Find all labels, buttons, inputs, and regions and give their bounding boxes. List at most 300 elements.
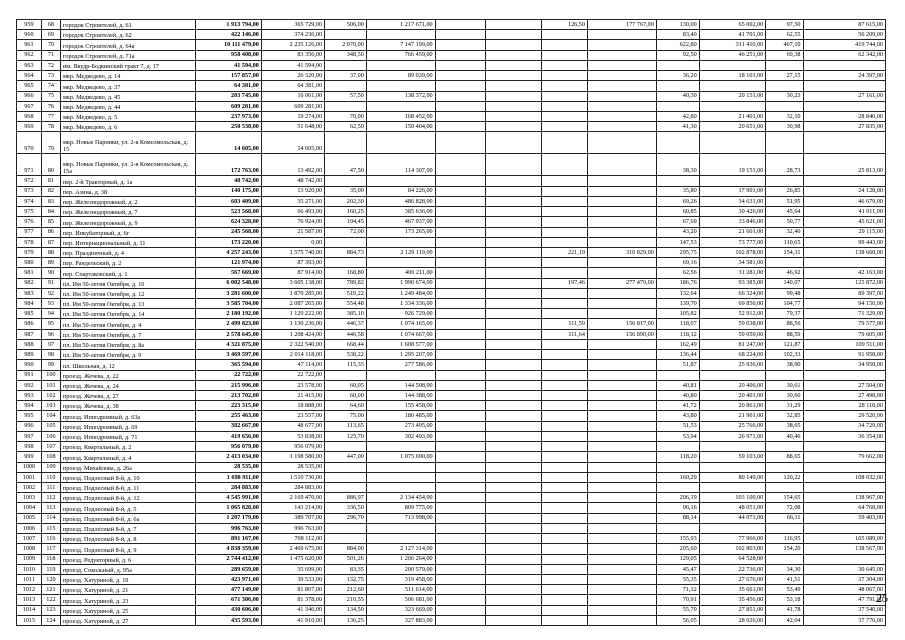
cost-part-1-cell: 81 807,00 (261, 585, 324, 595)
row-number-cell: 979 (17, 247, 42, 257)
cost-part-3-cell (587, 268, 656, 278)
extra-1-cell (435, 564, 486, 574)
cost-part-1-cell: 41 594,00 (261, 60, 324, 70)
cost-part-3-cell (587, 60, 656, 70)
cost-part-5-cell: 28 846,00 (803, 111, 886, 121)
row-number-cell: 969 (17, 122, 42, 132)
area-4-cell: 62,55 (766, 30, 803, 40)
cost-part-1-cell: 3 605 138,00 (261, 278, 324, 288)
cost-part-2-cell: 766 459,00 (366, 50, 435, 60)
table-row (17, 370, 886, 380)
cost-part-4-cell: 20 861,00 (699, 401, 766, 411)
table-row (17, 350, 886, 360)
item-number-cell: 116 (41, 534, 60, 544)
area-1-cell (325, 132, 367, 154)
extra-1-cell (435, 350, 486, 360)
cost-part-1-cell: 708 112,00 (261, 534, 324, 544)
area-4-cell (766, 442, 803, 452)
total-cost-cell: 4 545 991,00 (196, 493, 261, 503)
total-cost-cell: 1 913 794,00 (196, 20, 261, 30)
cost-part-2-cell: 319 458,00 (366, 574, 435, 584)
row-number-cell: 981 (17, 268, 42, 278)
address-cell: проезд. Подлесный 8-й, д. 12 (61, 493, 196, 503)
cost-part-2-cell: 144 508,00 (366, 380, 435, 390)
area-2-cell (541, 503, 587, 513)
area-3-cell (656, 462, 699, 472)
area-4-cell (766, 523, 803, 533)
cost-part-2-cell: 273 495,00 (366, 421, 435, 431)
cost-part-4-cell: 66 324,00 (699, 288, 766, 298)
area-2-cell (541, 60, 587, 70)
area-3-cell: 105,82 (656, 309, 699, 319)
total-cost-cell: 64 381,00 (196, 81, 261, 91)
cost-part-2-cell: 809 775,00 (366, 503, 435, 513)
page-number: 25 (876, 591, 888, 605)
area-3-cell: 55,70 (656, 605, 699, 615)
area-1-cell: 884,00 (325, 544, 367, 554)
cost-part-1-cell: 1 870 285,00 (261, 288, 324, 298)
total-cost-cell: 365 594,00 (196, 360, 261, 370)
cost-part-2-cell: 2 134 454,00 (366, 493, 435, 503)
cost-part-4-cell: 77 966,00 (699, 534, 766, 544)
row-number-cell: 1001 (17, 472, 42, 482)
extra-1-cell (435, 319, 486, 329)
cost-part-3-cell (587, 472, 656, 482)
row-number-cell: 999 (17, 452, 42, 462)
extra-1-cell (435, 299, 486, 309)
area-3-cell: 118,20 (656, 452, 699, 462)
cost-part-4-cell: 93 385,00 (699, 278, 766, 288)
table-row (17, 431, 886, 441)
row-number-cell: 1012 (17, 585, 42, 595)
item-number-cell: 92 (41, 288, 60, 298)
extra-1-cell (435, 288, 486, 298)
cost-part-1-cell: 1 130 236,00 (261, 319, 324, 329)
item-number-cell: 71 (41, 50, 60, 60)
area-3-cell (656, 176, 699, 186)
row-number-cell: 1005 (17, 513, 42, 523)
extra-1-cell (435, 452, 486, 462)
area-1-cell (325, 442, 367, 452)
cost-part-4-cell: 68 224,00 (699, 350, 766, 360)
address-cell: проезд. Подлесный 8-й, д. 5 (61, 503, 196, 513)
cost-part-3-cell (587, 91, 656, 101)
area-4-cell: 31,29 (766, 401, 803, 411)
table-row (17, 595, 886, 605)
extra-2-cell (486, 595, 541, 605)
extra-2-cell (486, 462, 541, 472)
cost-part-5-cell: 46 679,00 (803, 196, 886, 206)
extra-2-cell (486, 50, 541, 60)
area-3-cell: 92,50 (656, 50, 699, 60)
extra-2-cell (486, 196, 541, 206)
address-cell: проезд. Подлесный 8-й, д. 10 (61, 472, 196, 482)
table-row (17, 309, 886, 319)
cost-part-2-cell: 114 307,00 (366, 154, 435, 176)
cost-part-1-cell: 18 888,00 (261, 401, 324, 411)
cost-part-2-cell: 84 226,00 (366, 186, 435, 196)
address-cell: пл. Им 50-летия Октября, д. 9 (61, 350, 196, 360)
extra-2-cell (486, 309, 541, 319)
extra-2-cell (486, 30, 541, 40)
area-1-cell: 160,25 (325, 207, 367, 217)
extra-2-cell (486, 329, 541, 339)
address-cell: городок Строителей, д. 71а (61, 50, 196, 60)
total-cost-cell: 1 065 828,00 (196, 503, 261, 513)
row-number-cell: 989 (17, 350, 42, 360)
cost-part-5-cell: 24 128,00 (803, 186, 886, 196)
cost-part-2-cell: 1 074 165,00 (366, 319, 435, 329)
area-3-cell: 206,19 (656, 493, 699, 503)
row-number-cell: 998 (17, 442, 42, 452)
area-2-cell: 111,64 (541, 329, 587, 339)
total-cost-cell: 2 578 645,00 (196, 329, 261, 339)
extra-1-cell (435, 534, 486, 544)
area-3-cell: 155,93 (656, 534, 699, 544)
address-cell: проезд. Жечева, д. 38 (61, 401, 196, 411)
row-number-cell: 988 (17, 339, 42, 349)
cost-part-3-cell (587, 207, 656, 217)
cost-part-4-cell: 33 846,00 (699, 217, 766, 227)
row-number-cell: 977 (17, 227, 42, 237)
area-1-cell (325, 81, 367, 91)
area-3-cell: 132,64 (656, 288, 699, 298)
area-4-cell: 140,07 (766, 278, 803, 288)
row-number-cell: 991 (17, 370, 42, 380)
area-4-cell: 104,77 (766, 299, 803, 309)
extra-2-cell (486, 421, 541, 431)
area-2-cell (541, 380, 587, 390)
area-1-cell: 668,44 (325, 339, 367, 349)
extra-1-cell (435, 176, 486, 186)
area-1-cell: 132,75 (325, 574, 367, 584)
cost-part-3-cell: 156 890,00 (587, 329, 656, 339)
row-number-cell: 1013 (17, 595, 42, 605)
cost-part-3-cell (587, 544, 656, 554)
area-3-cell: 130,00 (656, 20, 699, 30)
cost-part-3-cell (587, 288, 656, 298)
table-row (17, 554, 886, 564)
cost-part-1-cell: 1 129 222,00 (261, 309, 324, 319)
total-cost-cell: 609 281,00 (196, 101, 261, 111)
address-cell: пл. Им 50-летия Октября, д. 4 (61, 319, 196, 329)
area-1-cell: 789,82 (325, 278, 367, 288)
cost-part-3-cell (587, 574, 656, 584)
extra-1-cell (435, 585, 486, 595)
extra-2-cell (486, 176, 541, 186)
cost-part-1-cell: 41 910,00 (261, 615, 324, 625)
extra-1-cell (435, 186, 486, 196)
area-3-cell (656, 60, 699, 70)
cost-part-4-cell: 30 426,00 (699, 207, 766, 217)
table-row (17, 247, 886, 257)
table-row (17, 227, 886, 237)
cost-part-1-cell: 76 924,00 (261, 217, 324, 227)
area-2-cell (541, 91, 587, 101)
extra-1-cell (435, 40, 486, 50)
area-3-cell: 70,91 (656, 595, 699, 605)
cost-part-1-cell: 1 475 620,00 (261, 554, 324, 564)
area-2-cell (541, 452, 587, 462)
area-3-cell: 129,05 (656, 554, 699, 564)
table-row (17, 196, 886, 206)
extra-2-cell (486, 585, 541, 595)
extra-1-cell (435, 605, 486, 615)
area-2-cell (541, 217, 587, 227)
area-4-cell: 53,49 (766, 585, 803, 595)
extra-2-cell (486, 207, 541, 217)
address-cell: проезд. Михайлова, д. 26а (61, 462, 196, 472)
cost-part-1-cell: 956 079,00 (261, 442, 324, 452)
extra-1-cell (435, 71, 486, 81)
area-3-cell: 51,87 (656, 360, 699, 370)
table-row (17, 122, 886, 132)
cost-part-5-cell: 138 967,00 (803, 493, 886, 503)
cost-part-5-cell: 71 329,00 (803, 309, 886, 319)
extra-2-cell (486, 391, 541, 401)
extra-1-cell (435, 482, 486, 492)
area-1-cell: 212,60 (325, 585, 367, 595)
extra-2-cell (486, 615, 541, 625)
extra-1-cell (435, 431, 486, 441)
table-row (17, 401, 886, 411)
cost-part-2-cell: 1 075 690,00 (366, 452, 435, 462)
area-1-cell: 57,50 (325, 91, 367, 101)
extra-2-cell (486, 370, 541, 380)
address-cell: пер. Железнодорожный, д. 2 (61, 196, 196, 206)
cost-part-3-cell (587, 71, 656, 81)
extra-2-cell (486, 493, 541, 503)
table-row (17, 452, 886, 462)
item-number-cell: 77 (41, 111, 60, 121)
area-2-cell (541, 339, 587, 349)
row-number-cell: 964 (17, 71, 42, 81)
cost-part-3-cell: 156 817,00 (587, 319, 656, 329)
area-1-cell: 64,60 (325, 401, 367, 411)
item-number-cell: 83 (41, 196, 60, 206)
total-cost-cell: 48 742,00 (196, 176, 261, 186)
extra-2-cell (486, 401, 541, 411)
cost-part-1-cell: 2 014 118,00 (261, 350, 324, 360)
item-number-cell: 99 (41, 360, 60, 370)
area-1-cell: 447,00 (325, 452, 367, 462)
item-number-cell: 108 (41, 452, 60, 462)
row-number-cell: 1015 (17, 615, 42, 625)
area-2-cell (541, 111, 587, 121)
cost-part-4-cell: 34 581,00 (699, 258, 766, 268)
cost-part-2-cell (366, 30, 435, 40)
area-2-cell (541, 288, 587, 298)
area-2-cell (541, 186, 587, 196)
area-1-cell: 296,70 (325, 513, 367, 523)
cost-part-2-cell (366, 523, 435, 533)
item-number-cell: 93 (41, 299, 60, 309)
address-cell: пер. Железнодорожный, д. 9 (61, 217, 196, 227)
area-3-cell: 96,16 (656, 503, 699, 513)
area-4-cell: 40,46 (766, 431, 803, 441)
address-cell: мкр. Медведево, д. 5 (61, 111, 196, 121)
area-3-cell (656, 442, 699, 452)
area-3-cell (656, 81, 699, 91)
cost-part-5-cell: 56 209,00 (803, 30, 886, 40)
total-cost-cell: 6 002 548,00 (196, 278, 261, 288)
area-3-cell: 43,80 (656, 411, 699, 421)
cost-part-4-cell: 20 406,00 (699, 380, 766, 390)
item-number-cell: 107 (41, 442, 60, 452)
table-row (17, 442, 886, 452)
total-cost-cell: 223 315,00 (196, 401, 261, 411)
extra-1-cell (435, 493, 486, 503)
area-2-cell (541, 615, 587, 625)
total-cost-cell: 284 883,00 (196, 482, 261, 492)
area-2-cell (541, 493, 587, 503)
area-3-cell: 160,29 (656, 472, 699, 482)
cost-part-3-cell (587, 101, 656, 111)
item-number-cell: 79 (41, 132, 60, 154)
cost-part-2-cell: 277 586,00 (366, 360, 435, 370)
area-4-cell: 46,92 (766, 268, 803, 278)
area-4-cell: 88,65 (766, 452, 803, 462)
cost-part-4-cell: 25 766,00 (699, 421, 766, 431)
cost-part-2-cell (366, 370, 435, 380)
address-cell: пер. Инкубаторный, д. 6г (61, 227, 196, 237)
extra-2-cell (486, 60, 541, 70)
area-4-cell: 32,40 (766, 227, 803, 237)
cost-part-4-cell (699, 523, 766, 533)
area-2-cell (541, 523, 587, 533)
extra-2-cell (486, 299, 541, 309)
cost-part-2-cell: 1 074 667,00 (366, 329, 435, 339)
cost-part-1-cell: 87 393,00 (261, 258, 324, 268)
table-row (17, 258, 886, 268)
row-number-cell: 968 (17, 111, 42, 121)
cost-part-3-cell (587, 30, 656, 40)
cost-part-4-cell (699, 60, 766, 70)
area-1-cell: 538,22 (325, 350, 367, 360)
cost-part-5-cell (803, 60, 886, 70)
cost-part-2-cell: 406 211,00 (366, 268, 435, 278)
cost-part-5-cell: 41 011,00 (803, 207, 886, 217)
cost-part-3-cell (587, 176, 656, 186)
cost-part-5-cell: 91 958,00 (803, 350, 886, 360)
cost-part-5-cell (803, 370, 886, 380)
cost-part-4-cell: 311 410,00 (699, 40, 766, 50)
area-4-cell (766, 132, 803, 154)
area-1-cell (325, 472, 367, 482)
area-2-cell (541, 50, 587, 60)
extra-2-cell (486, 380, 541, 390)
item-number-cell: 111 (41, 482, 60, 492)
extra-2-cell (486, 186, 541, 196)
cost-part-5-cell (803, 258, 886, 268)
row-number-cell: 990 (17, 360, 42, 370)
area-3-cell: 69,16 (656, 258, 699, 268)
area-2-cell (541, 350, 587, 360)
address-cell: пер. Азина, д. 38 (61, 186, 196, 196)
area-1-cell: 446,58 (325, 329, 367, 339)
cost-part-3-cell (587, 299, 656, 309)
cost-part-5-cell: 138 567,00 (803, 544, 886, 554)
address-cell: мкр. Медведево, д. 44 (61, 101, 196, 111)
extra-2-cell (486, 40, 541, 50)
cost-part-1-cell: 19 274,00 (261, 111, 324, 121)
area-1-cell: 35,00 (325, 186, 367, 196)
total-cost-cell: 14 605,00 (196, 132, 261, 154)
row-number-cell: 1014 (17, 605, 42, 615)
cost-part-5-cell: 47 791,00 (803, 595, 886, 605)
extra-2-cell (486, 472, 541, 482)
register-body (17, 20, 886, 626)
row-number-cell: 996 (17, 421, 42, 431)
area-2-cell (541, 176, 587, 186)
area-1-cell: 202,30 (325, 196, 367, 206)
table-row (17, 585, 886, 595)
area-2-cell (541, 472, 587, 482)
extra-1-cell (435, 523, 486, 533)
cost-part-4-cell: 19 151,00 (699, 154, 766, 176)
address-cell: проезд. Жечева, д. 22 (61, 370, 196, 380)
address-cell: пл. Им 50-летия Октября, д. 8а (61, 339, 196, 349)
item-number-cell: 82 (41, 186, 60, 196)
area-4-cell: 97,50 (766, 20, 803, 30)
area-2-cell (541, 401, 587, 411)
cost-part-4-cell: 59 038,00 (699, 319, 766, 329)
area-1-cell: 336,50 (325, 503, 367, 513)
extra-1-cell (435, 122, 486, 132)
total-cost-cell: 2 180 192,00 (196, 309, 261, 319)
area-3-cell: 67,69 (656, 217, 699, 227)
area-3-cell: 60,85 (656, 207, 699, 217)
area-2-cell (541, 258, 587, 268)
cost-part-5-cell: 79 662,00 (803, 452, 886, 462)
extra-2-cell (486, 350, 541, 360)
cost-part-1-cell: 66 493,00 (261, 207, 324, 217)
area-2-cell (541, 564, 587, 574)
cost-part-4-cell: 65 002,00 (699, 20, 766, 30)
area-2-cell (541, 442, 587, 452)
total-cost-cell: 121 974,00 (196, 258, 261, 268)
item-number-cell: 120 (41, 574, 60, 584)
cost-part-3-cell (587, 482, 656, 492)
row-number-cell: 1006 (17, 523, 42, 533)
table-row (17, 299, 886, 309)
total-cost-cell: 289 659,00 (196, 564, 261, 574)
item-number-cell: 84 (41, 207, 60, 217)
extra-2-cell (486, 605, 541, 615)
address-cell: проезд. Редукторный, д. 6 (61, 554, 196, 564)
area-3-cell: 83,40 (656, 30, 699, 40)
extra-1-cell (435, 370, 486, 380)
extra-1-cell (435, 360, 486, 370)
area-2-cell (541, 154, 587, 176)
cost-part-1-cell: 2 087 265,00 (261, 299, 324, 309)
table-row (17, 574, 886, 584)
extra-2-cell (486, 513, 541, 523)
area-3-cell (656, 101, 699, 111)
extra-2-cell (486, 452, 541, 462)
cost-part-1-cell: 996 763,00 (261, 523, 324, 533)
row-number-cell: 1011 (17, 574, 42, 584)
item-number-cell: 100 (41, 370, 60, 380)
extra-1-cell (435, 132, 486, 154)
area-3-cell: 53,94 (656, 431, 699, 441)
cost-part-5-cell (803, 132, 886, 154)
extra-2-cell (486, 319, 541, 329)
area-4-cell (766, 176, 803, 186)
area-1-cell: 886,97 (325, 493, 367, 503)
area-3-cell: 162,49 (656, 339, 699, 349)
item-number-cell: 114 (41, 513, 60, 523)
